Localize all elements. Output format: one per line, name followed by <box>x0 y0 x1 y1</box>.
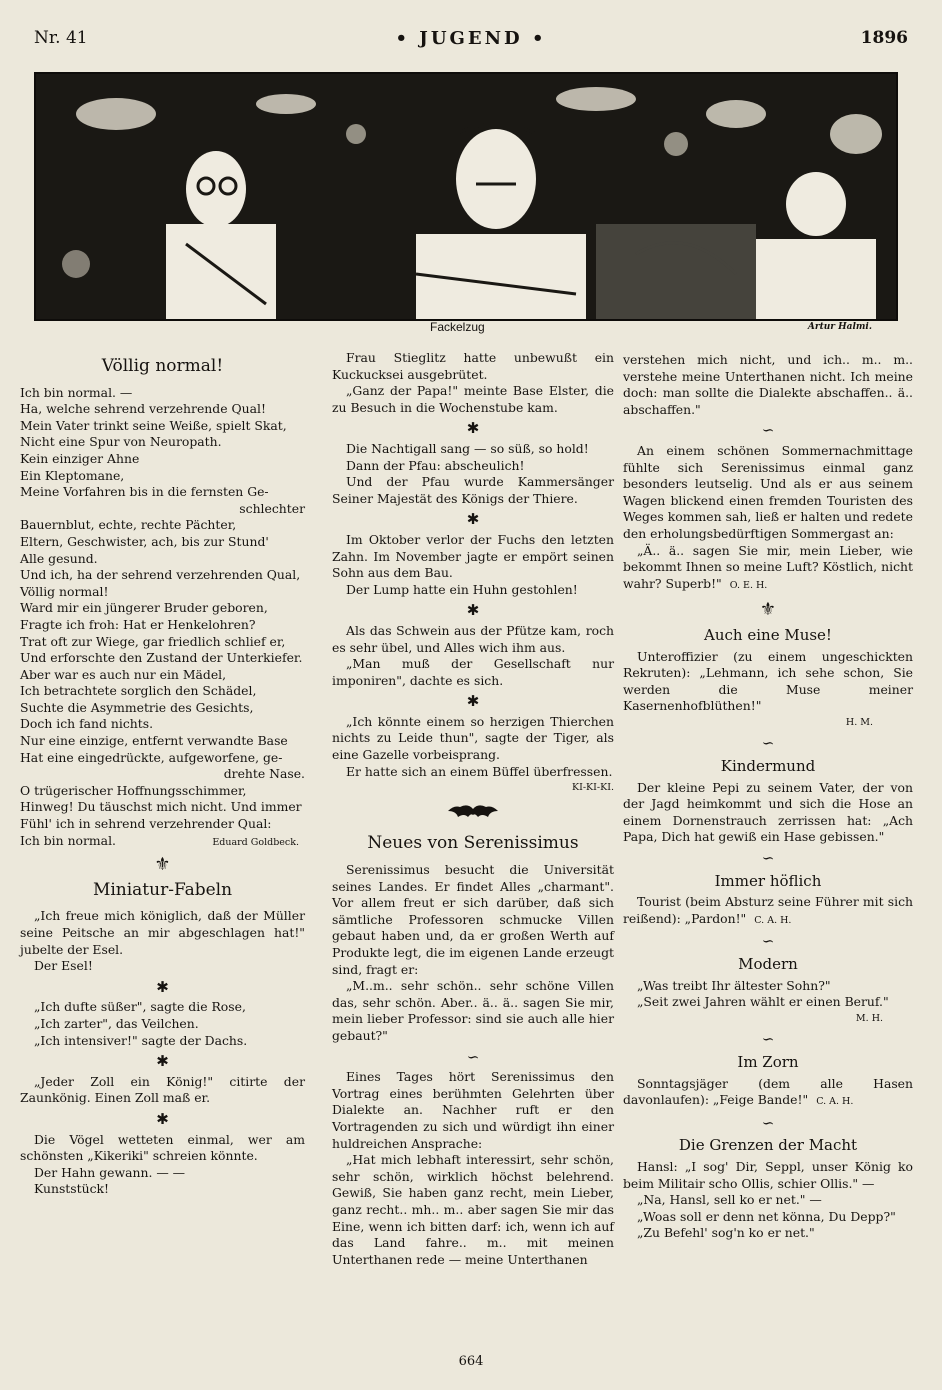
anecdote-text: Sonntagsjäger (dem alle Hasen davonlaufen): „Feige Bande!" <box>623 1075 913 1108</box>
year: 1896 <box>860 28 908 48</box>
fable-text: „Ich intensiver!" sagte der Dachs. <box>34 1032 248 1048</box>
infinity-ornament: ∽ <box>761 421 775 440</box>
star-ornament: ✱ <box>466 692 480 711</box>
anecdote-text: Hansl: „I sog' Dir, Seppl, unser König ko beim Militair scho Ollis, schier Ollis." — <box>623 1158 913 1191</box>
poem-line: Kein einziger Ahne <box>20 450 140 466</box>
poem-line: Nicht eine Spur von Neuropath. <box>20 434 222 450</box>
article-text: Eines Tages hört Serenissimus den Vortrag eines berühmten Gelehrten über Dialekte an. Nachher ruft er den Vortragenden zu sich und würdigt ihn einer huldreichen Ansprache: <box>332 1069 614 1151</box>
column-middle <box>332 350 614 1268</box>
fable-text: Der Lump hatte ein Huhn gestohlen! <box>346 581 578 597</box>
anecdote-text: Unteroffizier (zu einem ungeschickten Rekruten): „Lehmann, ich sehe schon, Sie werden die Muse meiner Kasernenhofblüthen!" <box>623 648 913 714</box>
star-ornament: ✱ <box>466 419 480 438</box>
infinity-ornament: ∽ <box>761 932 775 951</box>
poem-line: Meine Vorfahren bis in die fernsten Ge- <box>20 484 269 500</box>
torchlight-procession-illustration <box>34 72 898 321</box>
serenissimus-title: Neues von Serenissimus <box>367 833 579 854</box>
article-text: Serenissimus besucht die Universität seines Landes. Er findet Alles „charmant". Vor allem freut er sich darüber, daß sich sämtliche Professoren schmucke Villen gebaut haben und, da er großen Werth auf Produkte legt, die im eigenen Lande erzeugt sind, fragt er: <box>332 862 614 977</box>
zorn-title: Im Zorn <box>737 1052 799 1071</box>
author-signature: C. A. H. <box>754 914 792 926</box>
muse-title: Auch eine Muse! <box>704 625 832 644</box>
star-ornament: ✱ <box>156 1109 169 1128</box>
fables-title: Miniatur-Fabeln <box>92 879 233 900</box>
poem-line: Bauernblut, echte, rechte Pächter, <box>20 517 237 533</box>
modern-title: Modern <box>738 955 798 973</box>
fleur-ornament: ⚜ <box>154 854 171 876</box>
kindermund-title: Kindermund <box>720 757 816 776</box>
fable-text: „Man muß der Gesellschaft nur imponiren", dachte es sich. <box>332 656 614 688</box>
page-number: 664 <box>458 1354 484 1369</box>
fable-text: Die Vögel wetteten einmal, wer am schönsten „Kikeriki" schreien könnte. <box>20 1131 305 1164</box>
author-signature: M. H. <box>855 1012 883 1024</box>
infinity-ornament: ∽ <box>761 849 775 868</box>
anecdote-text: „Na, Hansl, sell ko er net." — <box>637 1192 822 1208</box>
fable-text: „Ich freue mich königlich, daß der Müller seine Peitsche an mir abgeschlagen hat!" jubelte der Esel. <box>20 908 305 957</box>
magazine-title: • JUGEND • <box>395 28 547 49</box>
star-ornament: ✱ <box>466 601 480 620</box>
fable-text: Der Hahn gewann. — — <box>34 1164 186 1180</box>
star-ornament: ✱ <box>156 977 169 996</box>
author-signature: KI-KI-KI. <box>572 782 614 794</box>
poem-line: Ein Kleptomane, <box>20 467 125 483</box>
fleur-ornament: ⚜ <box>759 599 777 621</box>
infinity-ornament: ∽ <box>761 1030 775 1049</box>
poem-line: Ward mir ein jüngerer Bruder geboren, <box>20 600 268 616</box>
fable-text: Als das Schwein aus der Pfütze kam, roch es sehr übel, und Alles wich ihm aus. <box>332 622 614 655</box>
bat-ornament <box>332 803 614 828</box>
poem-line: Hinweg! Du täuschst mich nicht. Und immer <box>20 799 302 815</box>
poem-line: Aber war es auch nur ein Mädel, <box>20 666 227 682</box>
poem-line: Ha, welche sehrend verzehrende Qual! <box>20 401 266 417</box>
anecdote-text: „Was treibt Ihr ältester Sohn?" <box>637 977 831 993</box>
article-text: verstehen mich nicht, und ich.. m.. m.. verstehe meine Unterthanen nicht. Ich meine doch: man sollte die Dialekte abschaffen.. ä.. abschaffen." <box>623 352 913 417</box>
grenzen-title: Die Grenzen der Macht <box>678 1136 858 1155</box>
poem-line: Doch ich fand nichts. <box>20 716 154 732</box>
fable-text: „Ich könnte einem so herzigen Thierchen nichts zu Leide thun", sagte der Tiger, als eine Gazelle vorbeisprang. <box>332 713 614 763</box>
star-ornament: ✱ <box>466 510 480 529</box>
poem-line: Ich bin normal. <box>20 832 116 848</box>
infinity-ornament: ∽ <box>761 734 775 753</box>
poem-line: Und erforschte den Zustand der Unterkiefer. <box>20 650 303 666</box>
fable-text: Frau Stieglitz hatte unbewußt ein Kuckucksei ausgebrütet. <box>332 350 614 382</box>
author-signature: Eduard Goldbeck. <box>212 836 299 848</box>
article-text: „Ä.. ä.. sagen Sie mir, mein Lieber, wie bekommt Ihnen so meine Luft? Köstlich, nicht wahr? Superb!" <box>623 542 913 591</box>
article-text: An einem schönen Sommernachmittage fühlte sich Serenissimus einmal ganz besonders leutselig. Und als er aus seinem Wagen blickend einen fremden Touristen des Weges kommen sah, ließ er halten und redete den erholungsbedürftigen Sommergast an: <box>623 442 913 541</box>
fable-text: Und der Pfau wurde Kammersänger Seiner Majestät des Königs der Thiere. <box>332 474 614 506</box>
fable-text: Im Oktober verlor der Fuchs den letzten Zahn. Im November jagte er empört seinen Sohn aus dem Bau. <box>332 531 614 581</box>
infinity-ornament: ∽ <box>761 1113 775 1132</box>
column-right <box>623 352 913 1242</box>
poem-line: Trat oft zur Wiege, gar friedlich schlief er, <box>20 633 286 649</box>
fable-text: „Jeder Zoll ein König!" citirte der Zaunkönig. Einen Zoll maß er. <box>20 1073 305 1106</box>
poem-line: Suchte die Asymmetrie des Gesichts, <box>20 699 254 715</box>
illustration-caption: Fackelzug <box>430 320 485 334</box>
anecdote-text: Der kleine Pepi zu seinem Vater, der von der Jagd heimkommt und sich die Hose an einem Dornenstrauch zerrissen hat: „Ach Papa, Dich hat gewiß ein Hase gebissen." <box>623 779 913 845</box>
poem-line: Völlig normal! <box>20 583 109 599</box>
anecdote-text: „Zu Befehl' sog'n ko er net." <box>637 1225 815 1241</box>
poem-line: drehte Nase. <box>223 766 305 782</box>
anecdote-text: „Seit zwei Jahren wählt er einen Beruf." <box>637 994 889 1010</box>
fable-text: Kunststück! <box>34 1181 110 1197</box>
poem-line: Eltern, Geschwister, ach, bis zur Stund' <box>20 533 269 549</box>
poem-line: Alle gesund. <box>20 550 98 566</box>
poem-line: Ich bin normal. — <box>20 384 133 400</box>
poem-line: Ich betrachtete sorglich den Schädel, <box>20 683 257 699</box>
poem <box>20 385 305 850</box>
article-text: „Hat mich lebhaft interessirt, sehr schön, sehr schön, wirklich höchst belehrend. Gewiß, Sie haben ganz recht, mein Lieber, ganz recht.. mh.. m.. aber sagen Sie mir das Eine, wenn ich bitten darf: ich, wenn ich auf das Land fahre.. m.. mit meinen Unterthanen rede — meine Unterthanen <box>332 1152 614 1267</box>
fable-text: Dann der Pfau: abscheulich! <box>346 457 525 473</box>
poem-line: schlechter <box>239 500 305 516</box>
poem-title: Völlig normal! <box>101 356 224 376</box>
author-signature: H. M. <box>845 716 873 728</box>
fable-text: „Ganz der Papa!" meinte Base Elster, die zu Besuch in die Wochenstube kam. <box>332 383 614 415</box>
article-text: „M..m.. sehr schön.. sehr schöne Villen das, sehr schön. Aber.. ä.. ä.. sagen Sie mir, mein lieber Professor: sind sie auch alle hier gebaut?" <box>332 978 614 1043</box>
poem-line: Nur eine einzige, entfernt verwandte Base <box>20 733 288 749</box>
issue-number: Nr. 41 <box>34 28 88 48</box>
anecdote-text: „Woas soll er denn net könna, Du Depp?" <box>637 1208 896 1224</box>
hoeflich-title: Immer höflich <box>714 871 822 890</box>
star-ornament: ✱ <box>156 1052 169 1071</box>
fable-text: Der Esel! <box>34 958 93 974</box>
poem-line: O trügerischer Hoffnungsschimmer, <box>20 782 247 798</box>
fable-text: Die Nachtigall sang — so süß, so hold! <box>346 440 589 456</box>
fable-text: Er hatte sich an einem Büffel überfressen. <box>346 763 613 779</box>
infinity-ornament: ∽ <box>466 1047 480 1066</box>
poem-line: Fühl' ich in sehrend verzehrender Qual: <box>20 816 272 832</box>
fable-text: „Ich dufte süßer", sagte die Rose, <box>34 999 246 1015</box>
fable-text: „Ich zarter", das Veilchen. <box>34 1015 199 1031</box>
poem-line: Hat eine eingedrückte, aufgeworfene, ge- <box>20 749 283 765</box>
page-header <box>34 28 908 52</box>
author-signature: O. E. H. <box>729 579 768 591</box>
anecdote-text: Tourist (beim Absturz seine Führer mit sich reißend): „Pardon!" <box>623 894 913 926</box>
poem-line: Fragte ich froh: Hat er Henkelohren? <box>20 616 256 632</box>
column-left <box>20 350 305 1198</box>
artist-signature: Artur Halmi. <box>807 322 872 332</box>
poem-line: Und ich, ha der sehrend verzehrenden Qual, <box>20 567 301 583</box>
author-signature: C. A. H. <box>816 1096 854 1108</box>
poem-line: Mein Vater trinkt seine Weiße, spielt Skat, <box>20 417 287 433</box>
